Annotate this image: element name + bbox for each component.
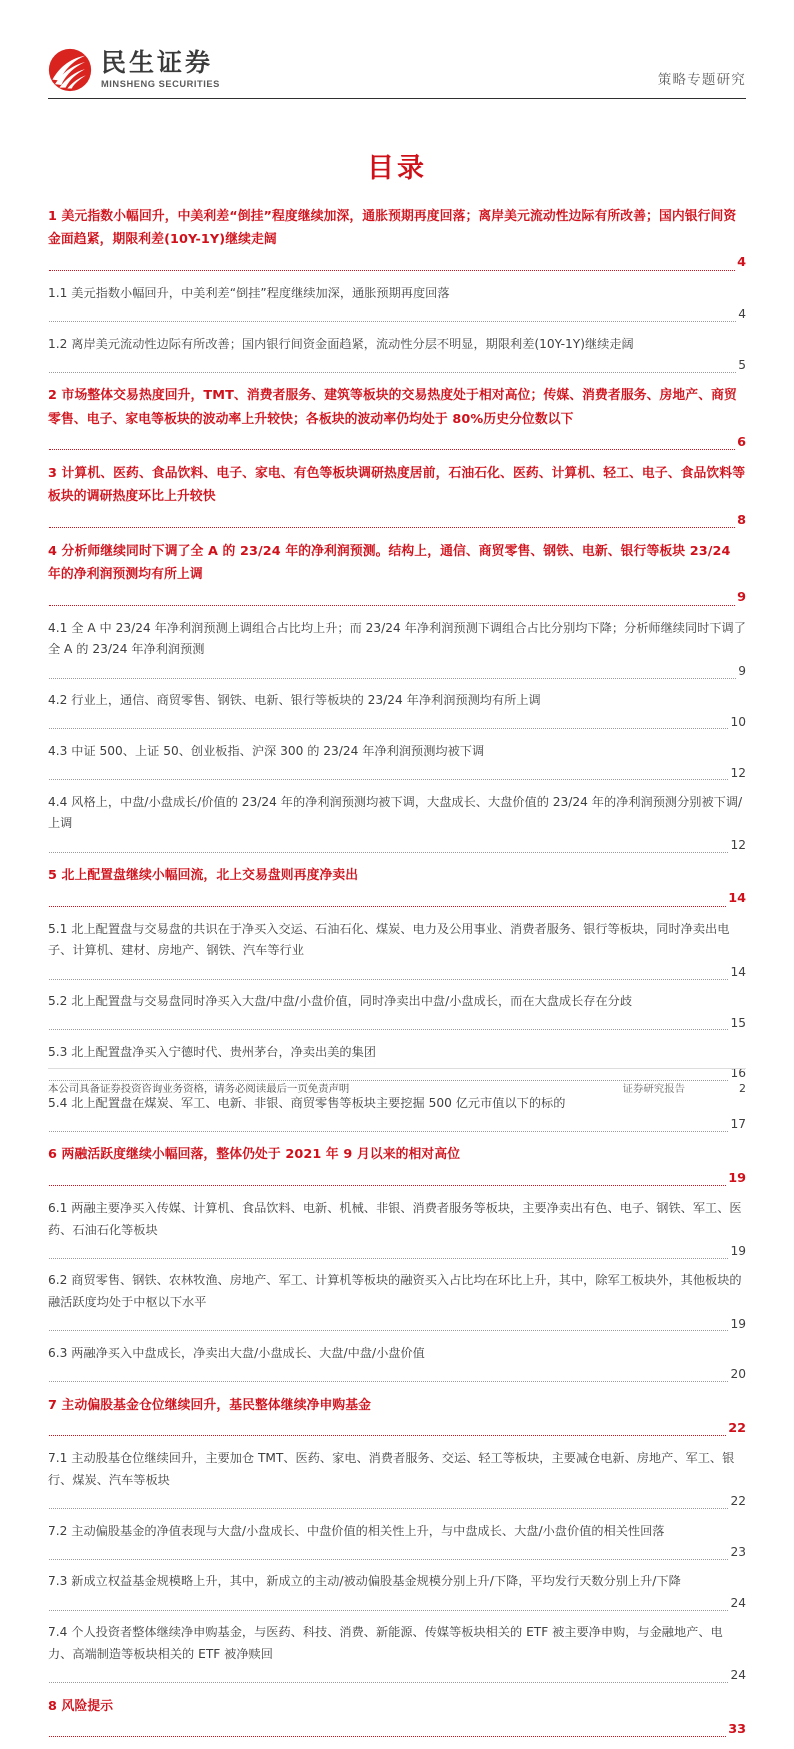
toc-entry-label: 6.2 商贸零售、钢铁、农林牧渔、房地产、军工、计算机等板块的融资买入占比均在环比上升，其中，除军工板块外，其他板块的融活跃度均处于中枢以下水平 bbox=[48, 1273, 742, 1310]
toc-leader-group bbox=[48, 431, 746, 454]
toc-leader-dots bbox=[49, 1257, 728, 1259]
toc-entry[interactable] bbox=[48, 1343, 746, 1394]
toc-entry-label: 3 计算机、医药、食品饮料、电子、家电、有色等板块调研热度居前，石油石化、医药、计算机、轻工、电子、食品饮料等板块的调研热度环比上升较快 bbox=[48, 466, 746, 505]
toc-leader-group bbox=[48, 1241, 746, 1263]
toc-leader-dots bbox=[49, 448, 735, 450]
page-title: 目录 bbox=[367, 153, 427, 184]
toc-leader-dots bbox=[49, 727, 728, 729]
toc-leader-group bbox=[48, 712, 746, 734]
toc-leader-group bbox=[48, 962, 746, 984]
toc-page-number: 10 bbox=[730, 714, 746, 729]
toc-leader-group bbox=[48, 1114, 746, 1136]
toc-entry[interactable] bbox=[48, 618, 746, 690]
toc-leader-dots bbox=[49, 1507, 728, 1509]
toc-entry-label: 1.2 离岸美元流动性边际有所改善；国内银行间资金面趋紧，流动性分层不明显，期限利差(10Y-1Y)继续走阔 bbox=[48, 336, 634, 351]
toc-leader-dots bbox=[49, 1609, 728, 1611]
toc-leader-group bbox=[48, 1665, 746, 1687]
toc-page-number: 12 bbox=[730, 765, 746, 780]
toc-entry-label: 7 主动偏股基金仓位继续回升，基民整体继续净申购基金 bbox=[48, 1397, 372, 1413]
toc-leader-dots bbox=[49, 269, 735, 271]
toc-entry[interactable] bbox=[48, 1622, 746, 1694]
toc-leader-group bbox=[48, 509, 746, 532]
toc-leader-group bbox=[48, 1364, 746, 1386]
toc-entry[interactable] bbox=[48, 1270, 746, 1342]
toc-entry[interactable] bbox=[48, 792, 746, 864]
toc-page-number: 9 bbox=[738, 664, 746, 678]
header-report-category: 策略专题研究 bbox=[657, 72, 746, 88]
toc-entry-label: 5 北上配置盘继续小幅回流，北上交易盘则再度净卖出 bbox=[48, 868, 359, 884]
toc-entry-label: 5.2 北上配置盘与交易盘同时净买入大盘/中盘/小盘价值，同时净卖出中盘/小盘成长，而在大盘成长存在分歧 bbox=[48, 994, 633, 1009]
toc-entry[interactable] bbox=[48, 741, 746, 792]
toc-entry[interactable] bbox=[48, 540, 746, 618]
toc-entry[interactable] bbox=[48, 690, 746, 741]
toc-entry[interactable] bbox=[48, 1093, 746, 1144]
toc-entry-label: 5.3 北上配置盘净买入宁德时代、贵州茅台，净卖出美的集团 bbox=[48, 1044, 376, 1059]
toc-leader-group bbox=[48, 251, 746, 274]
toc-page-number: 22 bbox=[730, 1494, 746, 1509]
minsheng-circle-logo-icon bbox=[48, 48, 92, 92]
toc-page-number: 6 bbox=[737, 434, 746, 450]
toc-page-number: 15 bbox=[730, 1015, 746, 1030]
toc-entry[interactable] bbox=[48, 1143, 746, 1198]
toc-page-number: 33 bbox=[728, 1721, 746, 1737]
brand-name-cn: 民生证券 bbox=[101, 48, 214, 77]
toc-entry-label: 4.4 风格上，中盘/小盘成长/价值的 23/24 年的净利润预测均被下调，大盘成长、大盘价值的 23/24 年的净利润预测分别被下调/上调 bbox=[48, 794, 743, 831]
toc-page-number: 23 bbox=[730, 1545, 746, 1560]
toc-entry-label: 4.3 中证 500、上证 50、创业板指、沪深 300 的 23/24 年净利润预测均被下调 bbox=[48, 743, 485, 758]
toc-leader-dots bbox=[49, 604, 735, 606]
footer-disclaimer: 本公司具备证券投资咨询业务资格，请务必阅读最后一页免责声明 bbox=[48, 1083, 350, 1095]
toc-page-number: 22 bbox=[728, 1420, 746, 1436]
toc-leader-group bbox=[48, 1314, 746, 1336]
toc-leader-group bbox=[48, 1013, 746, 1035]
toc-leader-dots bbox=[49, 978, 728, 980]
toc-entry[interactable] bbox=[48, 1521, 746, 1572]
toc-entry[interactable] bbox=[48, 1394, 746, 1449]
toc-page-number: 14 bbox=[728, 891, 746, 907]
toc-entry[interactable] bbox=[48, 205, 746, 283]
toc-leader-dots bbox=[49, 1681, 728, 1683]
toc-page-number: 24 bbox=[730, 1668, 746, 1683]
toc-entry-label: 4.2 行业上，通信、商贸零售、钢铁、电新、银行等板块的 23/24 年净利润预测均有所上调 bbox=[48, 693, 541, 708]
toc-entry[interactable] bbox=[48, 283, 746, 334]
toc-entry[interactable] bbox=[48, 864, 746, 919]
toc-page-number: 24 bbox=[730, 1595, 746, 1610]
toc-entry-label: 7.2 主动偏股基金的净值表现与大盘/小盘成长、中盘价值的相关性上升，与中盘成长、大盘/小盘价值的相关性回落 bbox=[48, 1523, 665, 1538]
toc-leader-dots bbox=[49, 677, 736, 679]
table-of-contents bbox=[48, 205, 746, 1749]
toc-leader-dots bbox=[49, 1735, 726, 1737]
toc-entry-label: 7.3 新成立权益基金规模略上升，其中，新成立的主动/被动偏股基金规模分别上升/下降，平均发行天数分别上升/下降 bbox=[48, 1574, 681, 1589]
toc-leader-dots bbox=[49, 1380, 728, 1382]
toc-page-number: 5 bbox=[738, 358, 746, 373]
toc-leader-dots bbox=[49, 526, 735, 528]
brand-name-en: MINSHENG SECURITIES bbox=[101, 79, 220, 89]
toc-page-number: 19 bbox=[730, 1244, 746, 1259]
toc-leader-dots bbox=[49, 778, 728, 780]
toc-leader-dots bbox=[49, 1329, 728, 1331]
toc-page-number: 8 bbox=[737, 512, 746, 528]
toc-page-number: 20 bbox=[730, 1367, 746, 1382]
toc-entry[interactable] bbox=[48, 1198, 746, 1270]
toc-page-number: 19 bbox=[730, 1316, 746, 1331]
toc-leader-group bbox=[48, 1417, 746, 1440]
toc-page-number: 17 bbox=[730, 1117, 746, 1132]
footer-report-type: 证券研究报告 bbox=[622, 1083, 685, 1095]
toc-leader-group bbox=[48, 661, 746, 683]
toc-leader-dots bbox=[49, 1558, 728, 1560]
toc-leader-group bbox=[48, 1491, 746, 1513]
toc-entry[interactable] bbox=[48, 462, 746, 540]
toc-leader-group bbox=[48, 586, 746, 609]
toc-page-number: 16 bbox=[730, 1066, 746, 1081]
page-header bbox=[48, 0, 746, 92]
toc-leader-group bbox=[48, 887, 746, 910]
toc-leader-group bbox=[48, 1718, 746, 1741]
brand-lockup bbox=[48, 48, 220, 92]
toc-page-number: 12 bbox=[730, 837, 746, 852]
toc-leader-dots bbox=[49, 1028, 728, 1030]
toc-entry[interactable] bbox=[48, 1448, 746, 1520]
toc-entry-label: 1.1 美元指数小幅回升，中美利差“倒挂”程度继续加深，通胀预期再度回落 bbox=[48, 285, 450, 300]
toc-leader-group bbox=[48, 1167, 746, 1190]
page-footer bbox=[48, 1068, 746, 1095]
toc-entry-label: 5.1 北上配置盘与交易盘的共识在于净买入交运、石油石化、煤炭、电力及公用事业、消费者服务、银行等板块，同时净卖出电子、计算机、建材、房地产、钢铁、汽车等行业 bbox=[48, 921, 730, 958]
toc-entry[interactable] bbox=[48, 1695, 746, 1749]
toc-page-number: 9 bbox=[737, 590, 746, 606]
footer-page-number: 2 bbox=[739, 1082, 746, 1095]
toc-entry[interactable] bbox=[48, 919, 746, 991]
toc-leader-dots bbox=[49, 1130, 728, 1132]
toc-page-number: 4 bbox=[737, 255, 746, 271]
toc-page-number: 14 bbox=[730, 964, 746, 979]
toc-entry-label: 6.3 两融净买入中盘成长，净卖出大盘/小盘成长、大盘/中盘/小盘价值 bbox=[48, 1345, 425, 1360]
toc-entry-label: 1 美元指数小幅回升，中美利差“倒挂”程度继续加深，通胀预期再度回落；离岸美元流动性边际有所改善；国内银行间资金面趋紧，期限利差(10Y-1Y)继续走阔 bbox=[48, 209, 737, 248]
toc-page-number: 4 bbox=[738, 307, 746, 322]
toc-leader-group bbox=[48, 763, 746, 785]
toc-leader-group bbox=[48, 1542, 746, 1564]
toc-entry-label: 5.4 北上配置盘在煤炭、军工、电新、非银、商贸零售等板块主要挖掘 500 亿元市值以下的标的 bbox=[48, 1095, 566, 1110]
toc-entry[interactable] bbox=[48, 991, 746, 1042]
toc-entry-label: 6.1 两融主要净买入传媒、计算机、食品饮料、电新、机械、非银、消费者服务等板块，主要净卖出有色、电子、钢铁、军工、医药、石油石化等板块 bbox=[48, 1201, 742, 1237]
toc-entry[interactable] bbox=[48, 384, 746, 462]
toc-entry-label: 7.1 主动股基仓位继续回升，主要加仓 TMT、医药、家电、消费者服务、交运、轻工等板块，主要减仓电新、房地产、军工、银行、煤炭、汽车等板块 bbox=[48, 1451, 735, 1487]
header-divider bbox=[48, 98, 746, 99]
toc-entry-label: 6 两融活跃度继续小幅回落，整体仍处于 2021 年 9 月以来的相对高位 bbox=[48, 1147, 461, 1163]
toc-entry-label: 8 风险提示 bbox=[48, 1698, 114, 1714]
toc-leader-group bbox=[48, 1593, 746, 1615]
toc-entry-label: 4 分析师继续同时下调了全 A 的 23/24 年的净利润预测。结构上，通信、商贸零售、钢铁、电新、银行等板块 23/24 年的净利润预测均有所上调 bbox=[48, 544, 731, 583]
toc-leader-dots bbox=[49, 905, 726, 907]
toc-leader-group bbox=[48, 304, 746, 326]
toc-leader-group bbox=[48, 835, 746, 857]
toc-entry-label: 7.4 个人投资者整体继续净申购基金，与医药、科技、消费、新能源、传媒等板块相关的 ETF 被主要净申购，与金融地产、电力、高端制造等板块相关的 ETF 被净赎回 bbox=[48, 1625, 723, 1661]
brand-text bbox=[101, 50, 220, 90]
toc-entry-label: 2 市场整体交易热度回升，TMT、消费者服务、建筑等板块的交易热度处于相对高位；传媒、消费者服务、房地产、商贸零售、电子、家电等板块的波动率上升较快；各板块的波动率仍均处于 80%历史分位数以下 bbox=[48, 388, 737, 427]
toc-leader-dots bbox=[49, 371, 736, 373]
toc-leader-dots bbox=[49, 851, 728, 853]
toc-entry[interactable] bbox=[48, 1571, 746, 1622]
toc-leader-dots bbox=[49, 320, 736, 322]
toc-leader-dots bbox=[49, 1434, 726, 1436]
toc-entry-label: 4.1 全 A 中 23/24 年净利润预测上调组合占比均上升；而 23/24 年净利润预测下调组合占比分别均下降；分析师继续同时下调了全 A 的 23/24 年净利润预测 bbox=[48, 620, 746, 657]
toc-entry[interactable] bbox=[48, 334, 746, 385]
footer-divider bbox=[48, 1068, 746, 1069]
toc-leader-dots bbox=[49, 1184, 726, 1186]
toc-leader-group bbox=[48, 355, 746, 377]
toc-page-number: 19 bbox=[728, 1170, 746, 1186]
